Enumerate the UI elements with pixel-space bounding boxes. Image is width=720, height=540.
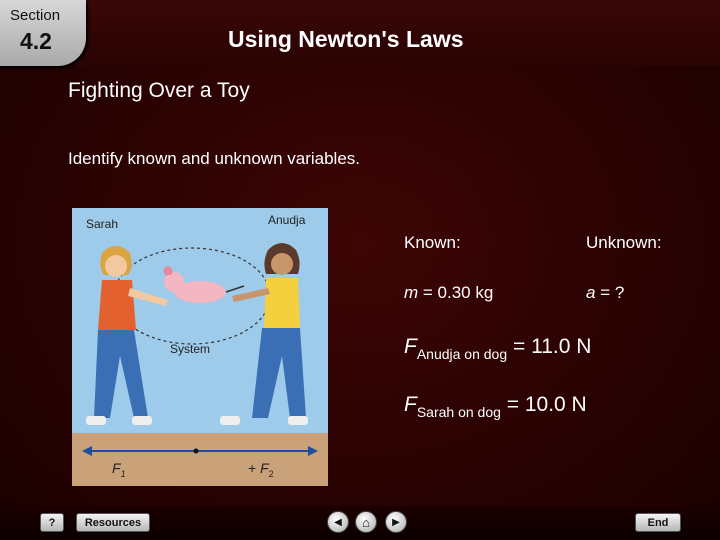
- anudja-label: Anudja: [268, 213, 306, 227]
- dog-toy: [163, 266, 244, 303]
- unknown-header: Unknown:: [586, 233, 662, 252]
- sarah-figure: [86, 246, 168, 425]
- forward-button[interactable]: [385, 511, 407, 533]
- anudja-figure: [220, 243, 308, 425]
- force-sarah-on-dog: $F_{Sarah on dog} = 10.0$ N: [404, 393, 587, 420]
- end-button[interactable]: End: [635, 513, 681, 532]
- acceleration-unknown: a = ?: [586, 283, 625, 302]
- help-button[interactable]: ?: [40, 513, 64, 532]
- origin-point: [194, 449, 199, 454]
- slide-subtitle: Fighting Over a Toy: [68, 79, 250, 102]
- resources-button[interactable]: Resources: [76, 513, 150, 532]
- home-icon: ⌂: [362, 514, 370, 530]
- force-anudja-on-dog: $F_{Anudja on dog} = 11.0$ N: [404, 335, 592, 362]
- home-button[interactable]: [355, 511, 377, 533]
- force-2-label: + $F_2$: [248, 460, 274, 479]
- mass-known: m = 0.30 kg: [404, 283, 494, 302]
- tug-of-war-illustration: [72, 208, 328, 486]
- back-button[interactable]: [327, 511, 349, 533]
- ground: [72, 433, 328, 486]
- system-label: System: [170, 342, 211, 356]
- instruction-text: Identify known and unknown variables.: [68, 149, 361, 168]
- forward-arrow-icon: ▶: [392, 516, 400, 528]
- back-arrow-icon: ◀: [334, 516, 342, 528]
- section-number: 4.2: [20, 28, 52, 54]
- force-1-label: $F_1$: [112, 460, 126, 479]
- sarah-label: Sarah: [86, 217, 119, 231]
- slide-title: Using Newton's Laws: [228, 26, 464, 52]
- known-header: Known:: [404, 233, 461, 252]
- section-tab: [0, 0, 86, 66]
- section-label: Section: [10, 7, 61, 24]
